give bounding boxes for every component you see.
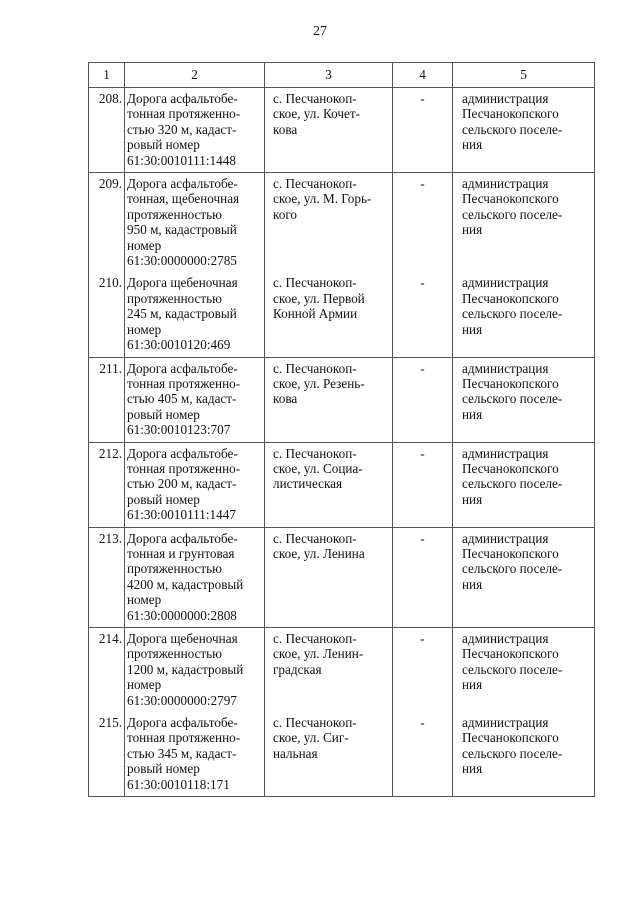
road-description-line: ровый номер — [127, 491, 200, 507]
road-address-line: кова — [273, 391, 298, 407]
road-description-line: тонная протяженно- — [127, 730, 241, 746]
road-description-line: Дорога асфальтобе- — [127, 91, 238, 106]
header-cell: 4 — [393, 63, 453, 88]
owner-name-line: сельского поселе- — [462, 561, 563, 577]
row-number: 215. — [89, 712, 125, 797]
road-address-line: с. Песчанокоп- — [273, 715, 357, 731]
road-address — [265, 357, 393, 442]
column-4-value: - — [393, 272, 453, 357]
row-number: 212. — [89, 442, 125, 527]
road-description-line: тонная протяженно- — [127, 375, 241, 391]
owner-name-line: Песчанокопского — [462, 730, 559, 746]
road-description-line: ровый номер — [127, 137, 200, 153]
road-description-line: стью 405 м, кадаст- — [127, 391, 237, 407]
road-description — [125, 272, 265, 357]
owner-name-line: ния — [462, 761, 483, 777]
road-description-line: ровый номер — [127, 761, 200, 777]
road-address-line: с. Песчанокоп- — [273, 91, 357, 106]
column-4-value: - — [393, 712, 453, 797]
owner-name — [453, 357, 595, 442]
road-description-line: Дорога щебеночная — [127, 631, 238, 646]
road-address-line: ское, ул. М. Горь- — [273, 191, 372, 207]
road-description — [125, 628, 265, 713]
owner-name — [453, 173, 595, 273]
owner-name-line: администрация — [462, 176, 549, 192]
column-4-value: - — [393, 173, 453, 273]
road-address-line: с. Песчанокоп- — [273, 631, 357, 646]
table-row — [89, 442, 595, 527]
table-body — [89, 88, 595, 797]
road-description-line: 61:30:0010111:1448 — [127, 152, 236, 168]
road-address — [265, 712, 393, 797]
owner-name-line: сельского поселе- — [462, 391, 563, 407]
road-description-line: 61:30:0000000:2797 — [127, 692, 237, 708]
road-address-line: кова — [273, 121, 298, 137]
road-address-line: ское, ул. Ленин- — [273, 646, 364, 662]
road-description — [125, 173, 265, 273]
table-row — [89, 357, 595, 442]
table-row — [89, 712, 595, 797]
owner-name-line: Песчанокопского — [462, 290, 559, 306]
road-address-line: ское, ул. Кочет- — [273, 106, 361, 122]
road-address-line: Конной Армии — [273, 306, 358, 322]
road-description — [125, 88, 265, 173]
road-description-line: 245 м, кадастровый — [127, 306, 237, 322]
owner-name-line: Песчанокопского — [462, 545, 559, 561]
owner-name — [453, 628, 595, 713]
owner-name-line: Песчанокопского — [462, 191, 559, 207]
road-description-line: 61:30:0010120:469 — [127, 337, 231, 353]
road-address — [265, 173, 393, 273]
header-cell: 1 — [89, 63, 125, 88]
table-row — [89, 88, 595, 173]
road-address-line: с. Песчанокоп- — [273, 176, 357, 192]
road-description-line: Дорога асфальтобе- — [127, 360, 238, 376]
owner-name-line: сельского поселе- — [462, 306, 563, 322]
owner-name-line: администрация — [462, 91, 549, 106]
road-address-line: нальная — [273, 745, 318, 761]
road-description-line: 1200 м, кадастровый — [127, 661, 244, 677]
road-description-line: тонная протяженно- — [127, 106, 241, 122]
owner-name-line: ния — [462, 491, 483, 507]
owner-name-line: администрация — [462, 631, 549, 646]
road-address-line: кого — [273, 206, 298, 222]
row-number: 208. — [89, 88, 125, 173]
road-description-line: стью 345 м, кадаст- — [127, 745, 237, 761]
road-description-line: Дорога асфальтобе- — [127, 715, 238, 731]
road-description-line: 4200 м, кадастровый — [127, 576, 244, 592]
road-address — [265, 527, 393, 627]
table-row — [89, 173, 595, 273]
road-description-line: Дорога асфальтобе- — [127, 530, 238, 546]
owner-name-line: ния — [462, 677, 483, 693]
owner-name-line: сельского поселе- — [462, 476, 563, 492]
road-description — [125, 712, 265, 797]
road-address-line: ское, ул. Сиг- — [273, 730, 349, 746]
owner-name-line: Песчанокопского — [462, 460, 559, 476]
column-4-value: - — [393, 357, 453, 442]
row-number: 209. — [89, 173, 125, 273]
road-description-line: Дорога асфальтобе- — [127, 176, 238, 192]
road-address — [265, 442, 393, 527]
column-4-value: - — [393, 442, 453, 527]
road-description-line: Дорога асфальтобе- — [127, 445, 238, 461]
road-description — [125, 357, 265, 442]
road-description-line: номер — [127, 237, 162, 253]
owner-name-line: администрация — [462, 275, 549, 291]
column-4-value: - — [393, 628, 453, 713]
road-description-line: тонная и грунтовая — [127, 545, 235, 561]
road-description-line: протяженностью — [127, 206, 223, 222]
owner-name-line: сельского поселе- — [462, 206, 563, 222]
table-row — [89, 628, 595, 713]
owner-name — [453, 442, 595, 527]
road-address-line: с. Песчанокоп- — [273, 360, 357, 376]
road-description-line: 61:30:0010118:171 — [127, 776, 230, 792]
table-row — [89, 527, 595, 627]
road-description — [125, 527, 265, 627]
header-cell: 3 — [265, 63, 393, 88]
road-address-line: листическая — [273, 476, 343, 492]
owner-name-line: сельского поселе- — [462, 745, 563, 761]
owner-name-line: ния — [462, 321, 483, 337]
road-description-line: стью 320 м, кадаст- — [127, 121, 237, 137]
row-number: 211. — [89, 357, 125, 442]
owner-name-line: сельского поселе- — [462, 661, 563, 677]
road-description-line: 61:30:0010123:707 — [127, 422, 231, 438]
road-description-line: 950 м, кадастровый — [127, 222, 237, 238]
owner-name-line: ния — [462, 576, 483, 592]
road-address-line: ское, ул. Социа- — [273, 460, 363, 476]
owner-name-line: сельского поселе- — [462, 121, 563, 137]
road-description-line: протяженностью — [127, 561, 223, 577]
road-description-line: номер — [127, 321, 162, 337]
table-header-row — [89, 63, 595, 88]
owner-name-line: администрация — [462, 445, 549, 461]
owner-name-line: администрация — [462, 530, 549, 546]
road-address-line: с. Песчанокоп- — [273, 445, 357, 461]
owner-name — [453, 527, 595, 627]
road-description-line: стью 200 м, кадаст- — [127, 476, 237, 492]
road-description-line: номер — [127, 677, 162, 693]
owner-name — [453, 712, 595, 797]
road-address — [265, 272, 393, 357]
road-address — [265, 628, 393, 713]
owner-name-line: Песчанокопского — [462, 106, 559, 122]
road-description-line: протяженностью — [127, 646, 223, 662]
owner-name-line: администрация — [462, 360, 549, 376]
owner-name-line: администрация — [462, 715, 549, 731]
road-description-line: 61:30:0010111:1447 — [127, 507, 236, 523]
road-address-line: ское, ул. Первой — [273, 290, 365, 306]
row-number: 213. — [89, 527, 125, 627]
road-description-line: номер — [127, 592, 162, 608]
table-row — [89, 272, 595, 357]
registry-table — [88, 62, 595, 797]
column-4-value: - — [393, 527, 453, 627]
page-number: 27 — [313, 24, 327, 39]
owner-name-line: Песчанокопского — [462, 375, 559, 391]
road-address-line: с. Песчанокоп- — [273, 530, 357, 546]
road-address-line: ское, ул. Резень- — [273, 375, 365, 391]
road-description-line: тонная, щебеночная — [127, 191, 240, 207]
owner-name-line: ния — [462, 137, 483, 153]
owner-name — [453, 88, 595, 173]
road-address-line: ское, ул. Ленина — [273, 545, 365, 561]
road-address-line: градская — [273, 661, 322, 677]
road-address — [265, 88, 393, 173]
road-description-line: ровый номер — [127, 406, 200, 422]
owner-name-line: ния — [462, 406, 483, 422]
header-cell: 2 — [125, 63, 265, 88]
header-cell: 5 — [453, 63, 595, 88]
road-description-line: 61:30:0000000:2785 — [127, 253, 237, 269]
road-description-line: 61:30:0000000:2808 — [127, 607, 237, 623]
road-description — [125, 442, 265, 527]
row-number: 214. — [89, 628, 125, 713]
column-4-value: - — [393, 88, 453, 173]
road-description-line: Дорога щебеночная — [127, 275, 238, 291]
road-description-line: протяженностью — [127, 290, 223, 306]
road-description-line: тонная протяженно- — [127, 460, 241, 476]
owner-name — [453, 272, 595, 357]
owner-name-line: Песчанокопского — [462, 646, 559, 662]
owner-name-line: ния — [462, 222, 483, 238]
row-number: 210. — [89, 272, 125, 357]
road-address-line: с. Песчанокоп- — [273, 275, 357, 291]
